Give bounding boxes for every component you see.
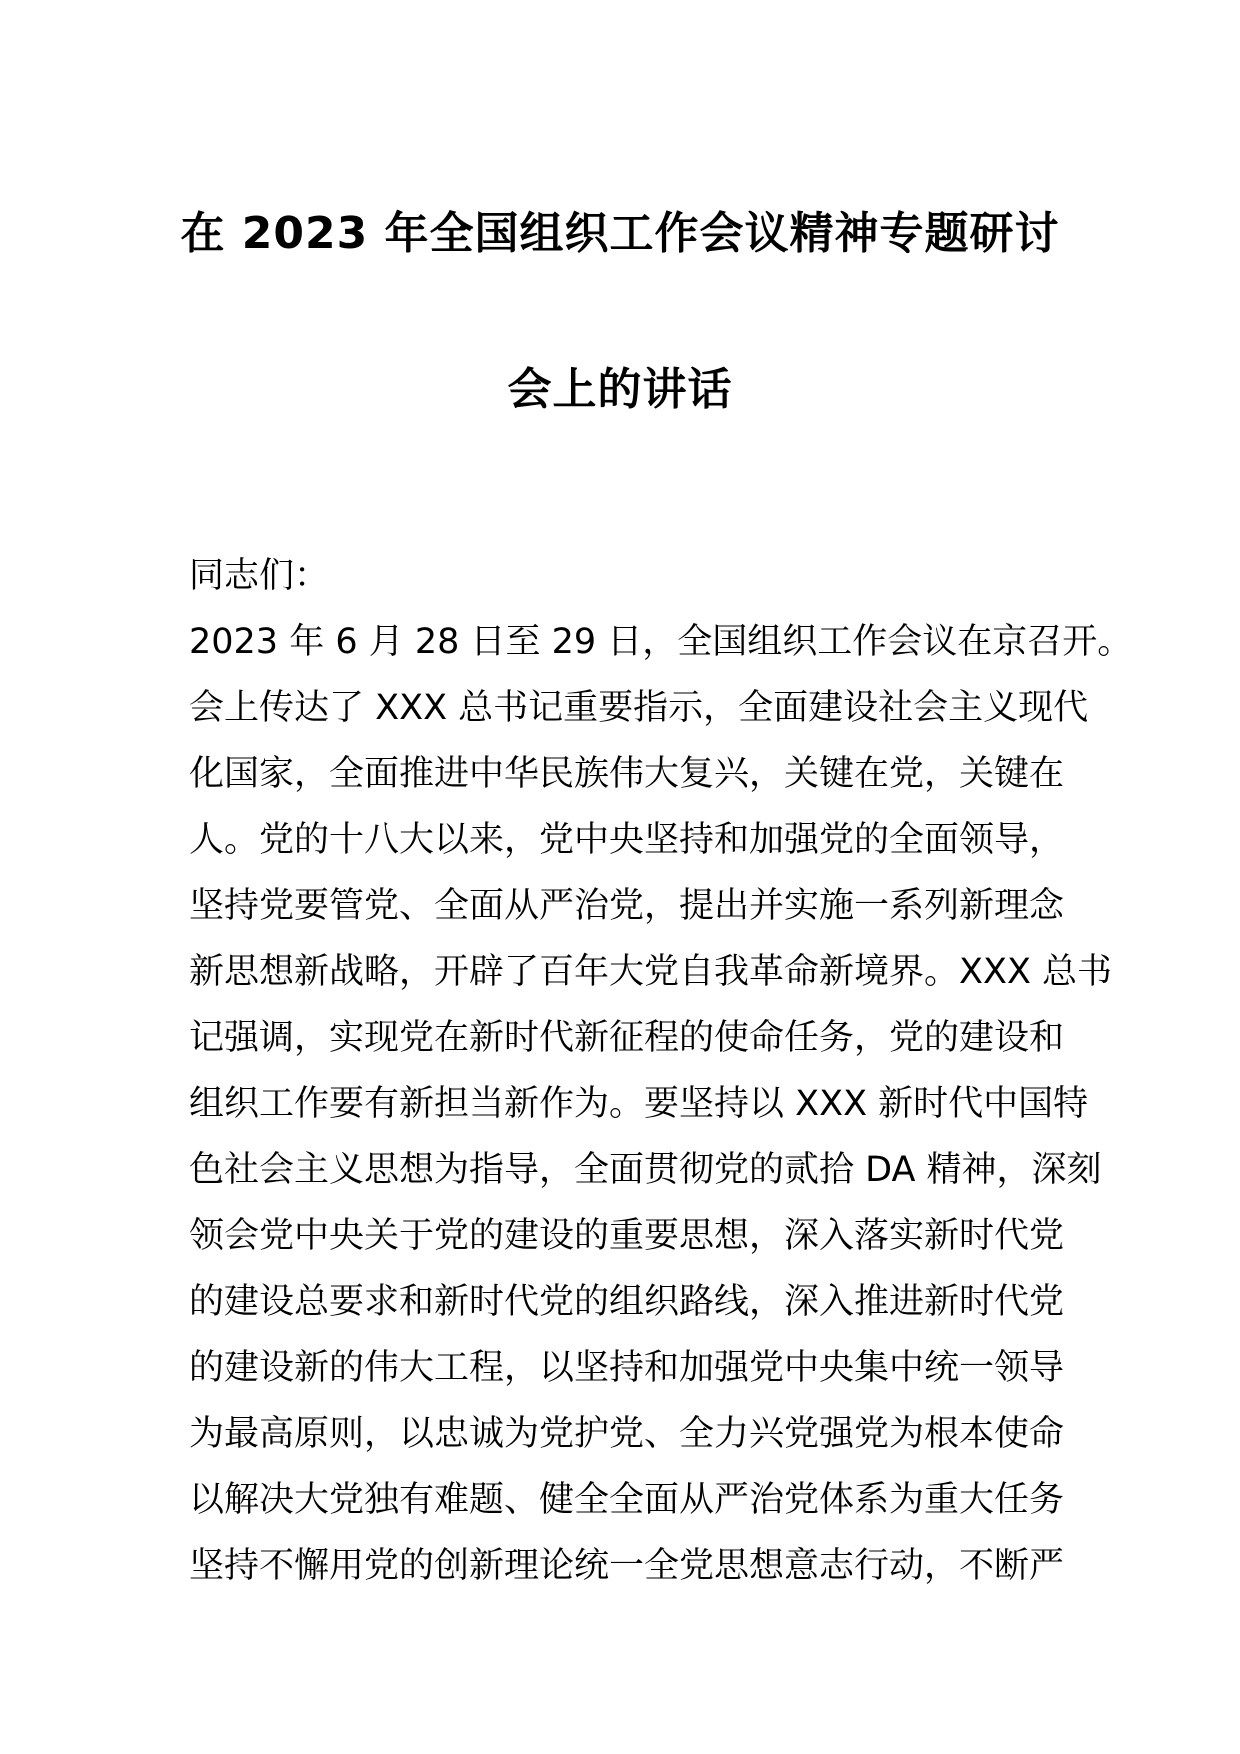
paragraph-line: 会上传达了 XXX 总书记重要指示，全面建设社会主义现代 — [189, 688, 1089, 728]
salutation: 同志们： — [189, 556, 330, 596]
paragraph-line: 新思想新战略，开辟了百年大党自我革命新境界。XXX 总书 — [189, 952, 1113, 992]
paragraph-line: 化国家，全面推进中华民族伟大复兴，关键在党，关键在 — [189, 754, 1065, 794]
paragraph-line: 为最高原则，以忠诚为党护党、全力兴党强党为根本使命 — [189, 1414, 1065, 1454]
paragraph-line: 色社会主义思想为指导，全面贯彻党的贰拾 DA 精神，深刻 — [189, 1150, 1102, 1190]
document-title-line-1: 在 2023 年全国组织工作会议精神专题研讨 — [180, 208, 1060, 259]
document-title-line-2: 会上的讲话 — [507, 364, 733, 415]
paragraph-line: 坚持党要管党、全面从严治党，提出并实施一系列新理念 — [189, 886, 1065, 926]
paragraph-line: 记强调，实现党在新时代新征程的使命任务，党的建设和 — [189, 1018, 1065, 1058]
paragraph-line: 人。党的十八大以来，党中央坚持和加强党的全面领导， — [189, 820, 1065, 860]
body-paragraph — [189, 609, 1133, 1599]
paragraph-line: 组织工作要有新担当新作为。要坚持以 XXX 新时代中国特 — [189, 1084, 1089, 1124]
paragraph-line: 的建设新的伟大工程，以坚持和加强党中央集中统一领导 — [189, 1348, 1065, 1388]
paragraph-line: 2023 年 6 月 28 日至 29 日，全国组织工作会议在京召开。 — [189, 622, 1133, 662]
paragraph-line: 的建设总要求和新时代党的组织路线，深入推进新时代党 — [189, 1282, 1065, 1322]
paragraph-line: 坚持不懈用党的创新理论统一全党思想意志行动，不断严 — [189, 1546, 1065, 1586]
paragraph-line: 以解决大党独有难题、健全全面从严治党体系为重大任务 — [189, 1480, 1065, 1520]
paragraph-line: 领会党中央关于党的建设的重要思想，深入落实新时代党 — [189, 1216, 1065, 1256]
